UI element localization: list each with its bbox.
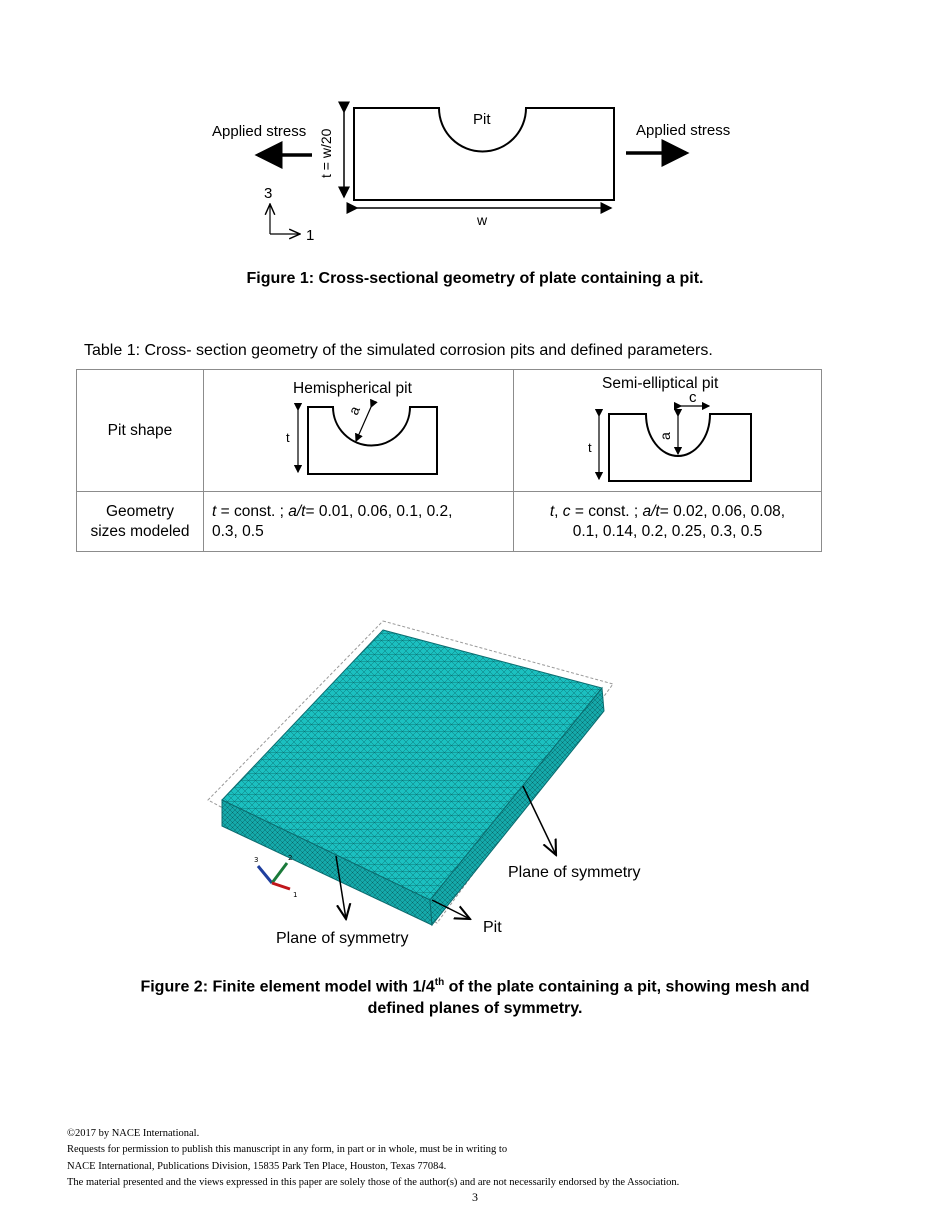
hemi-title: Hemispherical pit	[293, 380, 412, 397]
figure1-caption: Figure 1: Cross-sectional geometry of plate containing a pit.	[246, 270, 704, 287]
footer-line1: ©2017 by NACE International.	[67, 1128, 200, 1139]
applied-stress-left-label: Applied stress	[212, 123, 307, 140]
triad-3: 3	[254, 856, 259, 864]
hemi-outline	[308, 407, 437, 474]
semi-title: Semi-elliptical pit	[602, 375, 719, 392]
hemi-t-label: t	[286, 430, 290, 445]
fig1-pit-label: Pit	[473, 111, 491, 128]
coordinate-triad	[254, 854, 297, 899]
semi-t-label: t	[588, 440, 592, 455]
table-row	[77, 492, 822, 552]
hemispherical-cell	[204, 370, 514, 492]
label-plane-bottom: Plane of symmetry	[276, 930, 409, 947]
footer-line2: Requests for permission to publish this manuscript in any form, in part or in whole, must be in writing to	[67, 1144, 508, 1156]
table-row	[77, 370, 822, 492]
axis-3-label: 3	[264, 185, 273, 202]
width-label: w	[477, 212, 488, 228]
row-header-geometry: Geometry sizes modeled	[77, 492, 204, 552]
semi-c-label: c	[689, 389, 697, 406]
thickness-label: t = w/20	[318, 128, 334, 178]
triad-1: 1	[293, 891, 298, 899]
triad-2: 2	[288, 854, 293, 862]
figure2-fe-model	[0, 600, 950, 960]
table1-caption: Table 1: Cross- section geometry of the simulated corrosion pits and defined parameters.	[84, 342, 713, 359]
semi-outline	[609, 414, 751, 481]
semi-elliptical-cell	[514, 370, 822, 492]
footer-line4: The material presented and the views expressed in this paper are solely those of the author(s) and are not necessarily endorsed by the Association.	[67, 1177, 680, 1189]
footer-line3: NACE International, Publications Division, 15835 Park Ten Place, Houston, Texas 77084.	[67, 1160, 447, 1172]
label-pit: Pit	[483, 919, 502, 936]
pit-geometry-table	[76, 369, 822, 552]
semi-elliptical-pit-sketch	[514, 370, 821, 491]
row-header-pit-shape: Pit shape	[77, 370, 204, 492]
figure2-caption: Figure 2: Finite element model with 1/4th of the plate containing a pit, showing mesh and defined planes of symmetry.	[140, 977, 810, 1018]
hemispherical-sizes: t = const. ; a/t= 0.01, 0.06, 0.1, 0.2, 0.3, 0.5	[204, 492, 514, 552]
page-number: 3	[472, 1190, 478, 1204]
arrow-plane-right	[523, 786, 556, 855]
axis-1-label: 1	[306, 227, 315, 244]
hemi-a-label: a	[345, 403, 363, 418]
semi-a-label: a	[657, 432, 673, 440]
label-plane-right: Plane of symmetry	[508, 864, 641, 881]
copyright-footer	[67, 1126, 887, 1192]
hemispherical-pit-sketch	[204, 370, 513, 491]
semi-elliptical-sizes: t, c = const. ; a/t= 0.02, 0.06, 0.08, 0.1, 0.14, 0.2, 0.25, 0.3, 0.5	[514, 492, 822, 552]
applied-stress-right-label: Applied stress	[636, 122, 731, 139]
figure1-diagram	[0, 0, 950, 260]
